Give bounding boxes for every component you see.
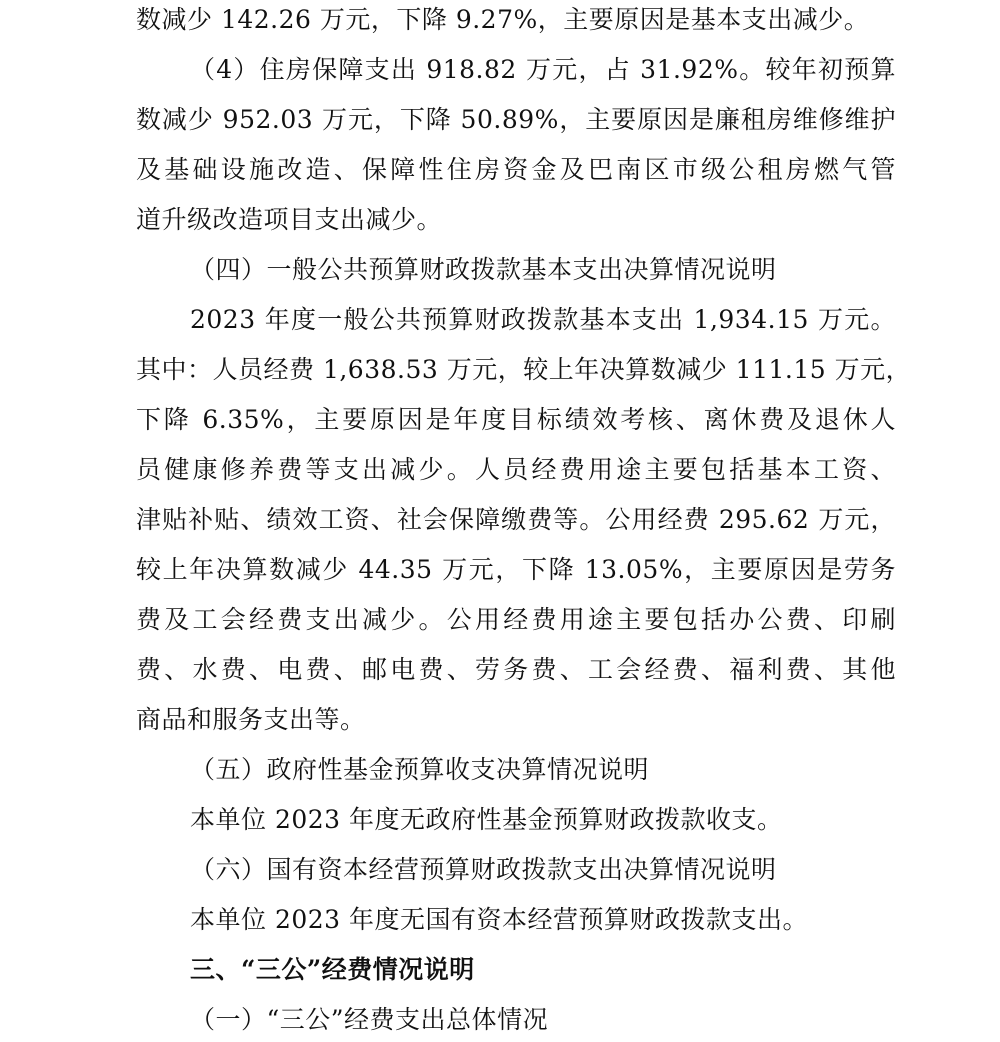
paragraph-line: 本单位 2023 年度无国有资本经营预算财政拨款支出。	[190, 905, 809, 934]
paragraph-line: 2023 年度一般公共预算财政拨款基本支出 1,934.15 万元。	[190, 305, 896, 334]
paragraph-line: 其中：人员经费 1,638.53 万元，较上年决算数减少 111.15 万元，	[136, 355, 912, 384]
chapter-heading: 三、“三公”经费情况说明	[190, 955, 475, 984]
paragraph-line: 本单位 2023 年度无政府性基金预算财政拨款收支。	[190, 805, 783, 834]
paragraph-line: 津贴补贴、绩效工资、社会保障缴费等。公用经费 295.62 万元，	[136, 505, 896, 534]
section-heading: （一）“三公”经费支出总体情况	[190, 1005, 549, 1034]
section-heading: （四）一般公共预算财政拨款基本支出决算情况说明	[190, 255, 777, 284]
section-heading: （六）国有资本经营预算财政拨款支出决算情况说明	[190, 855, 777, 884]
paragraph-line: 及基础设施改造、保障性住房资金及巴南区市级公租房燃气管	[136, 155, 896, 184]
paragraph-line: 下降 6.35%，主要原因是年度目标绩效考核、离休费及退休人	[136, 405, 896, 434]
paragraph-line: 费、水费、电费、邮电费、劳务费、工会经费、福利费、其他	[136, 655, 896, 684]
paragraph-line: 商品和服务支出等。	[136, 705, 366, 734]
paragraph-line: 员健康修养费等支出减少。人员经费用途主要包括基本工资、	[136, 455, 896, 484]
paragraph-line: 道升级改造项目支出减少。	[136, 205, 443, 234]
section-heading: （五）政府性基金预算收支决算情况说明	[190, 755, 650, 784]
paragraph-line: 费及工会经费支出减少。公用经费用途主要包括办公费、印刷	[136, 605, 896, 634]
paragraph-line: 数减少 142.26 万元，下降 9.27%，主要原因是基本支出减少。	[136, 5, 870, 34]
paragraph-line: 较上年决算数减少 44.35 万元，下降 13.05%，主要原因是劳务	[136, 555, 896, 584]
paragraph-line: 数减少 952.03 万元，下降 50.89%，主要原因是廉租房维修维护	[136, 105, 896, 134]
paragraph-line: （4）住房保障支出 918.82 万元，占 31.92%。较年初预算	[190, 55, 896, 84]
